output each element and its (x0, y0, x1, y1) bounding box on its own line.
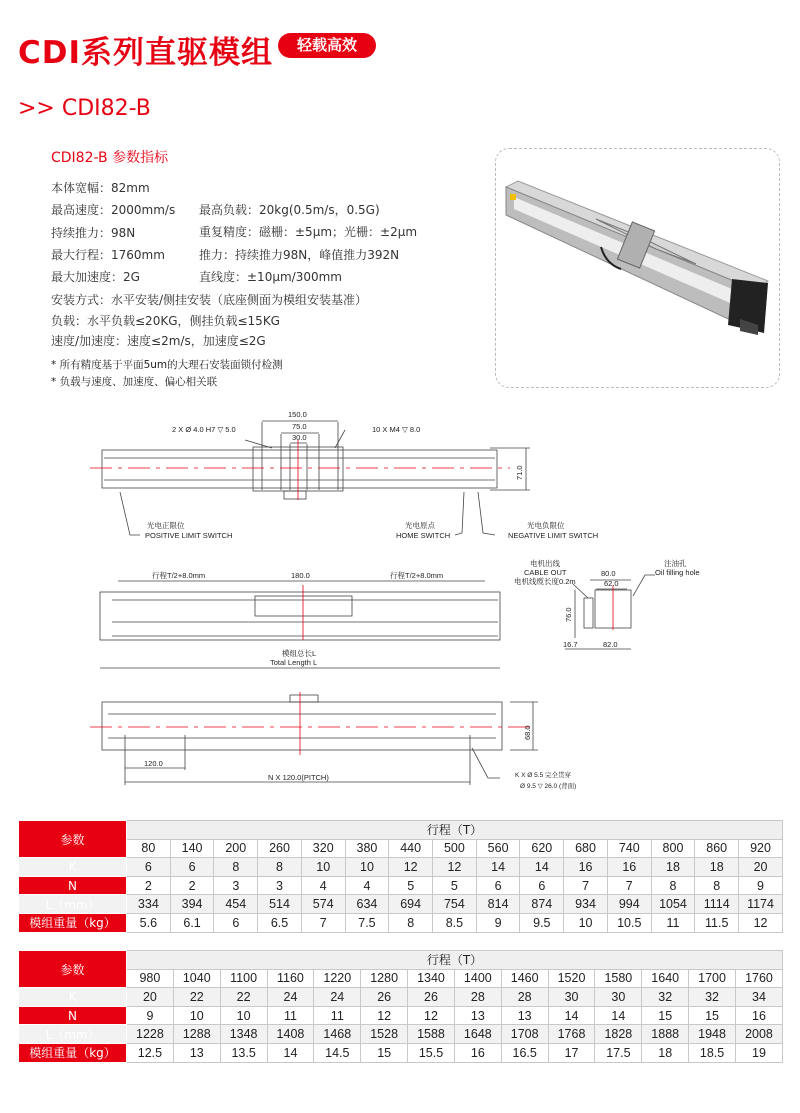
model-heading: >> CDI82-B (18, 96, 151, 121)
oil-hole-en: Oil filling hole (655, 568, 700, 577)
dim-16-7: 16.7 (563, 640, 578, 649)
pitch-dim: N X 120.0(PITCH) (268, 773, 329, 782)
cell-l: 694 (389, 895, 433, 914)
cell-stroke: 320 (301, 839, 345, 858)
param-header: 参数 (19, 821, 127, 858)
dim-180: 180.0 (291, 571, 310, 580)
cell-n: 9 (127, 1006, 174, 1025)
cell-l: 1588 (408, 1025, 455, 1044)
cell-stroke: 1580 (595, 969, 642, 988)
row-label: N (19, 1006, 127, 1025)
install-list (51, 290, 367, 352)
cell-k: 14 (476, 858, 520, 877)
cell-w: 18 (642, 1043, 689, 1062)
cell-l: 1468 (314, 1025, 361, 1044)
cell-w: 11.5 (695, 913, 739, 932)
cell-stroke: 560 (476, 839, 520, 858)
install-mode: 安装方式：水平安装/侧挂安装（底座侧面为模组安装基准） (51, 293, 368, 307)
cell-w: 15.5 (408, 1043, 455, 1062)
hole-through: K X Ø 5.5 完全贯穿 (515, 772, 571, 779)
cell-w: 8 (389, 913, 433, 932)
cell-n: 11 (314, 1006, 361, 1025)
cell-k: 8 (214, 858, 258, 877)
cell-n: 5 (433, 876, 477, 895)
technical-drawing (0, 400, 800, 805)
neg-limit-cn: 光电负限位 (527, 521, 565, 530)
cell-k: 18 (651, 858, 695, 877)
cell-stroke: 200 (214, 839, 258, 858)
stroke-header: 行程（T） (127, 821, 783, 840)
dim-62: 62.0 (604, 579, 619, 588)
cell-l: 634 (345, 895, 389, 914)
cell-n: 7 (564, 876, 608, 895)
cell-n: 2 (127, 876, 171, 895)
table-row-n (19, 876, 783, 895)
spec-left-list (51, 177, 175, 288)
cell-stroke: 1100 (220, 969, 267, 988)
cell-w: 6 (214, 913, 258, 932)
cell-w: 14.5 (314, 1043, 361, 1062)
cell-w: 12.5 (127, 1043, 174, 1062)
cell-stroke: 1640 (642, 969, 689, 988)
cell-k: 34 (735, 988, 782, 1007)
row-label: N (19, 876, 127, 895)
cell-stroke: 1040 (173, 969, 220, 988)
dim-150: 150.0 (288, 410, 307, 419)
cell-l: 1888 (642, 1025, 689, 1044)
cell-w: 14 (267, 1043, 314, 1062)
cell-n: 8 (651, 876, 695, 895)
cell-w: 17 (548, 1043, 595, 1062)
cell-l: 1948 (689, 1025, 736, 1044)
cell-w: 19 (735, 1043, 782, 1062)
row-label: L（mm） (19, 895, 127, 914)
table-row-k (19, 858, 783, 877)
dim-30: 30.0 (292, 433, 307, 442)
cell-stroke: 920 (739, 839, 783, 858)
cell-l: 754 (433, 895, 477, 914)
cell-w: 13.5 (220, 1043, 267, 1062)
cell-n: 12 (361, 1006, 408, 1025)
stroke-left: 行程T/2+8.0mm (152, 571, 206, 580)
bottom-view-body (102, 702, 502, 750)
cell-stroke: 1340 (408, 969, 455, 988)
cell-w: 5.6 (127, 913, 171, 932)
top-view-body (102, 450, 497, 488)
cell-l: 1528 (361, 1025, 408, 1044)
hole-spec-right: 10 X M4 ▽ 8.0 (372, 425, 421, 434)
cell-k: 10 (345, 858, 389, 877)
cell-stroke: 1760 (735, 969, 782, 988)
spec-accel: 最大加速度：2G (51, 270, 140, 285)
cell-w: 10 (564, 913, 608, 932)
cell-k: 32 (689, 988, 736, 1007)
stroke-right: 行程T/2+8.0mm (390, 571, 444, 580)
cell-n: 15 (689, 1006, 736, 1025)
total-length-cn: 模组总长L (282, 649, 317, 658)
cell-l: 934 (564, 895, 608, 914)
cell-k: 30 (548, 988, 595, 1007)
row-label: 模组重量（kg） (19, 913, 127, 932)
cell-stroke: 140 (170, 839, 214, 858)
pos-limit-cn: 光电正限位 (147, 521, 185, 530)
spec-speed: 最高速度：2000mm/s (51, 203, 176, 218)
cell-n: 16 (735, 1006, 782, 1025)
cable-out-cn: 电机出线 (530, 559, 560, 568)
cell-n: 2 (170, 876, 214, 895)
cell-k: 26 (361, 988, 408, 1007)
cell-n: 15 (642, 1006, 689, 1025)
cell-w: 17.5 (595, 1043, 642, 1062)
dim-68: 68.0 (523, 725, 532, 740)
table-row-w (19, 913, 783, 932)
table-row-l (19, 1025, 783, 1044)
cell-w: 9 (476, 913, 520, 932)
note-2: * 负载与速度、加速度、偏心相关联 (51, 376, 218, 388)
feature-badge: 轻载高效 (278, 33, 376, 58)
total-length-en: Total Length L (270, 658, 318, 667)
dim-76: 76.0 (564, 607, 573, 622)
cell-stroke: 1460 (501, 969, 548, 988)
cell-k: 16 (564, 858, 608, 877)
cell-w: 6.1 (170, 913, 214, 932)
dim-75: 75.0 (292, 422, 307, 431)
cell-k: 32 (642, 988, 689, 1007)
pos-limit-en: POSITIVE LIMIT SWITCH (145, 531, 233, 540)
cell-l: 574 (301, 895, 345, 914)
cell-k: 26 (408, 988, 455, 1007)
cell-w: 18.5 (689, 1043, 736, 1062)
center-lines (90, 468, 530, 727)
product-photo-frame (495, 148, 780, 388)
cell-n: 6 (476, 876, 520, 895)
cell-k: 22 (220, 988, 267, 1007)
cell-n: 14 (548, 1006, 595, 1025)
row-label: L（mm） (19, 1025, 127, 1044)
cell-stroke: 1700 (689, 969, 736, 988)
cell-l: 1828 (595, 1025, 642, 1044)
cell-k: 6 (127, 858, 171, 877)
cell-k: 12 (433, 858, 477, 877)
install-load: 负载：水平负载≤20KG，侧挂负载≤15KG (51, 313, 280, 328)
table-row-l (19, 895, 783, 914)
cell-n: 5 (389, 876, 433, 895)
cell-w: 16 (454, 1043, 501, 1062)
dim-80: 80.0 (601, 569, 616, 578)
cell-stroke: 380 (345, 839, 389, 858)
cell-stroke: 860 (695, 839, 739, 858)
cell-k: 24 (267, 988, 314, 1007)
row-label: 模组重量（kg） (19, 1043, 127, 1062)
notes (51, 357, 283, 391)
home-cn: 光电原点 (405, 521, 435, 530)
cell-n: 3 (258, 876, 302, 895)
cell-l: 994 (607, 895, 651, 914)
cell-k: 28 (501, 988, 548, 1007)
cell-n: 12 (408, 1006, 455, 1025)
cell-k: 18 (695, 858, 739, 877)
cell-k: 12 (389, 858, 433, 877)
cell-l: 1768 (548, 1025, 595, 1044)
param-header: 参数 (19, 951, 127, 988)
hole-spec-left: 2 X Ø 4.0 H7 ▽ 5.0 (172, 425, 236, 434)
cell-l: 874 (520, 895, 564, 914)
cell-k: 24 (314, 988, 361, 1007)
row-label: K (19, 988, 127, 1007)
cell-stroke: 620 (520, 839, 564, 858)
cell-n: 13 (501, 1006, 548, 1025)
cell-l: 1174 (739, 895, 783, 914)
cell-l: 514 (258, 895, 302, 914)
cable-out-en: CABLE OUT (524, 568, 567, 577)
cell-w: 7.5 (345, 913, 389, 932)
spec-load: 最高负载：20kg(0.5m/s，0.5G) (199, 203, 380, 217)
cell-w: 6.5 (258, 913, 302, 932)
cell-l: 1288 (173, 1025, 220, 1044)
cell-k: 14 (520, 858, 564, 877)
cell-l: 1648 (454, 1025, 501, 1044)
dim-120: 120.0 (144, 759, 163, 768)
table-row-k (19, 988, 783, 1007)
cell-stroke: 1400 (454, 969, 501, 988)
cell-l: 394 (170, 895, 214, 914)
cell-l: 1054 (651, 895, 695, 914)
cell-n: 14 (595, 1006, 642, 1025)
cell-k: 20 (739, 858, 783, 877)
cell-l: 1708 (501, 1025, 548, 1044)
cell-w: 12 (739, 913, 783, 932)
cell-k: 10 (301, 858, 345, 877)
cell-l: 1348 (220, 1025, 267, 1044)
cell-l: 1228 (127, 1025, 174, 1044)
cell-n: 13 (454, 1006, 501, 1025)
cell-k: 6 (170, 858, 214, 877)
cell-k: 22 (173, 988, 220, 1007)
oil-hole-cn: 注油孔 (664, 559, 687, 568)
spec-table-1 (18, 820, 783, 933)
cell-stroke: 740 (607, 839, 651, 858)
cell-stroke: 980 (127, 969, 174, 988)
spec-stroke: 最大行程：1760mm (51, 247, 165, 262)
cell-l: 2008 (735, 1025, 782, 1044)
home-en: HOME SWITCH (396, 531, 451, 540)
cell-n: 9 (739, 876, 783, 895)
table-row-n (19, 1006, 783, 1025)
cell-stroke: 500 (433, 839, 477, 858)
cell-w: 13 (173, 1043, 220, 1062)
cell-l: 1114 (695, 895, 739, 914)
cell-stroke: 1520 (548, 969, 595, 988)
cell-l: 334 (127, 895, 171, 914)
hole-counterbore: Ø 9.5 ▽ 26.0 (背面) (520, 783, 577, 790)
spec-straight: 直线度：±10μm/300mm (199, 269, 342, 284)
spec-repeat: 重复精度：磁栅：±5μm；光栅：±2μm (199, 225, 418, 240)
table-row-w (19, 1043, 783, 1062)
cell-n: 3 (214, 876, 258, 895)
cell-k: 28 (454, 988, 501, 1007)
product-image (496, 149, 781, 389)
cell-w: 11 (651, 913, 695, 932)
cable-length: 电机线缆长度0.2m (514, 577, 576, 586)
cell-stroke: 680 (564, 839, 608, 858)
stroke-header: 行程（T） (127, 951, 783, 970)
table-row-stroke (19, 839, 783, 858)
table-row-stroke (19, 969, 783, 988)
spec-table-2 (18, 950, 783, 1063)
cell-n: 11 (267, 1006, 314, 1025)
cell-n: 10 (173, 1006, 220, 1025)
cell-stroke: 260 (258, 839, 302, 858)
cell-w: 9.5 (520, 913, 564, 932)
note-1: * 所有精度基于平面5um的大理石安装面锁付检测 (51, 359, 283, 371)
cell-n: 8 (695, 876, 739, 895)
cell-k: 30 (595, 988, 642, 1007)
cell-w: 15 (361, 1043, 408, 1062)
cell-w: 16.5 (501, 1043, 548, 1062)
install-speed: 速度/加速度：速度≤2m/s，加速度≤2G (51, 334, 266, 348)
spec-right-list (199, 199, 417, 288)
page-title: CDI系列直驱模组 (18, 35, 274, 71)
cell-n: 7 (607, 876, 651, 895)
spec-force: 持续推力：98N (51, 225, 136, 240)
cell-n: 4 (345, 876, 389, 895)
cell-stroke: 80 (127, 839, 171, 858)
cell-n: 6 (520, 876, 564, 895)
cell-n: 4 (301, 876, 345, 895)
neg-limit-en: NEGATIVE LIMIT SWITCH (508, 531, 599, 540)
cell-k: 16 (607, 858, 651, 877)
cell-k: 20 (127, 988, 174, 1007)
cell-stroke: 1160 (267, 969, 314, 988)
cell-w: 7 (301, 913, 345, 932)
spec-thrust: 推力：持续推力98N，峰值推力392N (199, 247, 400, 262)
cell-stroke: 1220 (314, 969, 361, 988)
cell-stroke: 1280 (361, 969, 408, 988)
cell-l: 1408 (267, 1025, 314, 1044)
row-label: K (19, 858, 127, 877)
cell-n: 10 (220, 1006, 267, 1025)
dim-71: 71.0 (515, 465, 524, 480)
cell-stroke: 800 (651, 839, 695, 858)
cell-k: 8 (258, 858, 302, 877)
dim-82: 82.0 (603, 640, 618, 649)
spec-title: CDI82-B 参数指标 (51, 150, 169, 166)
cell-w: 8.5 (433, 913, 477, 932)
spec-width: 本体宽幅：82mm (51, 181, 150, 195)
cell-stroke: 440 (389, 839, 433, 858)
cell-l: 454 (214, 895, 258, 914)
cell-w: 10.5 (607, 913, 651, 932)
cell-l: 814 (476, 895, 520, 914)
